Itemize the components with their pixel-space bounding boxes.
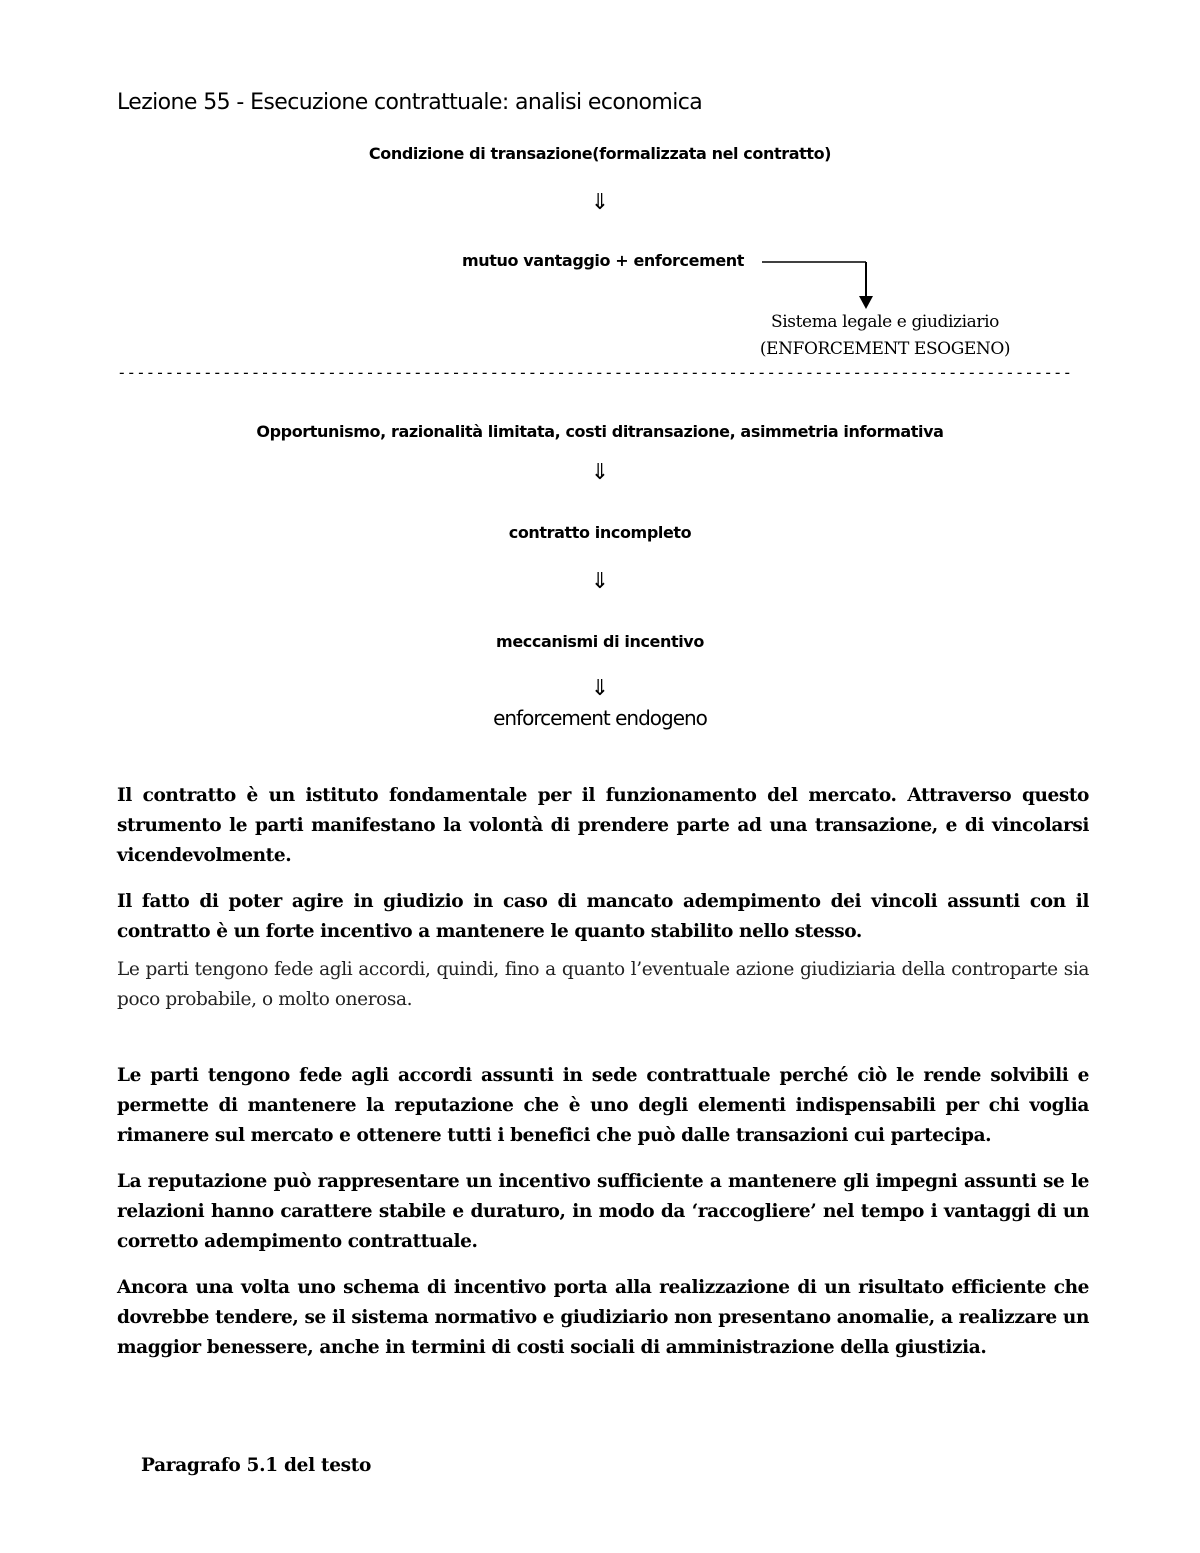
paragraph-3: Le parti tengono fede agli accordi, quindi, fino a quanto l’eventuale azione giudiziaria della controparte sia poco probabile, o molto onerosa. bbox=[117, 959, 1089, 1010]
paragraph-5: La reputazione può rappresentare un incentivo sufficiente a mantenere gli impegni assunti se le relazioni hanno carattere stabile e duraturo, in modo da ‘raccogliere’ nel tempo i vantaggi di un corretto adempimento contrattuale. bbox=[117, 1171, 1089, 1252]
footer-reference: Paragrafo 5.1 del testo bbox=[141, 1455, 372, 1476]
mutuo-label: mutuo vantaggio + enforcement bbox=[462, 251, 745, 270]
condizione-label: Condizione di transazione(formalizzata nel contratto) bbox=[368, 144, 832, 163]
down-arrow-icon: ⇓ bbox=[590, 676, 610, 701]
separator-text: ---------------------------------------------------------------------------------------------------- bbox=[117, 363, 1072, 382]
down-arrow-icon: ⇓ bbox=[590, 569, 610, 594]
paragraph-1: Il contratto è un istituto fondamentale per il funzionamento del mercato. Attraverso questo strumento le parti manifestano la volontà di prendere parte ad una transazione, e di vincolarsi vicendevolmente. bbox=[117, 785, 1089, 866]
contratto-incompleto-label: contratto incompleto bbox=[508, 523, 692, 542]
paragraph-4: Le parti tengono fede agli accordi assunti in sede contrattuale perché ciò le rende solvibili e permette di mantenere la reputazione che è uno degli elementi indispensabili per chi voglia rimanere sul mercato e ottenere tutti i benefici che può dalle transazioni cui partecipa. bbox=[117, 1065, 1089, 1146]
enforcement-esogeno-label: (ENFORCEMENT ESOGENO) bbox=[759, 339, 1011, 359]
paragraph-2: Il fatto di poter agire in giudizio in caso di mancato adempimento dei vincoli assunti con il contratto è un forte incentivo a mantenere le quanto stabilito nello stesso. bbox=[117, 891, 1089, 942]
page-title: Lezione 55 - Esecuzione contrattuale: analisi economica bbox=[117, 90, 703, 115]
enforcement-endogeno-label: enforcement endogeno bbox=[493, 706, 707, 730]
down-arrow-icon: ⇓ bbox=[590, 190, 610, 215]
meccanismi-label: meccanismi di incentivo bbox=[496, 632, 704, 651]
connector-arrow-icon bbox=[0, 0, 1200, 320]
separator-line bbox=[117, 362, 1072, 384]
down-arrow-icon: ⇓ bbox=[590, 460, 610, 485]
paragraph-6: Ancora una volta uno schema di incentivo porta alla realizzazione di un risultato efficiente che dovrebbe tendere, se il sistema normativo e giudiziario non presentano anomalie, a realizzare un maggior benessere, anche in termini di costi sociali di amministrazione della giustizia. bbox=[117, 1277, 1089, 1358]
opportunismo-label: Opportunismo, razionalità limitata, costi ditransazione, asimmetria informativa bbox=[256, 422, 944, 441]
sistema-label: Sistema legale e giudiziario bbox=[771, 312, 999, 332]
